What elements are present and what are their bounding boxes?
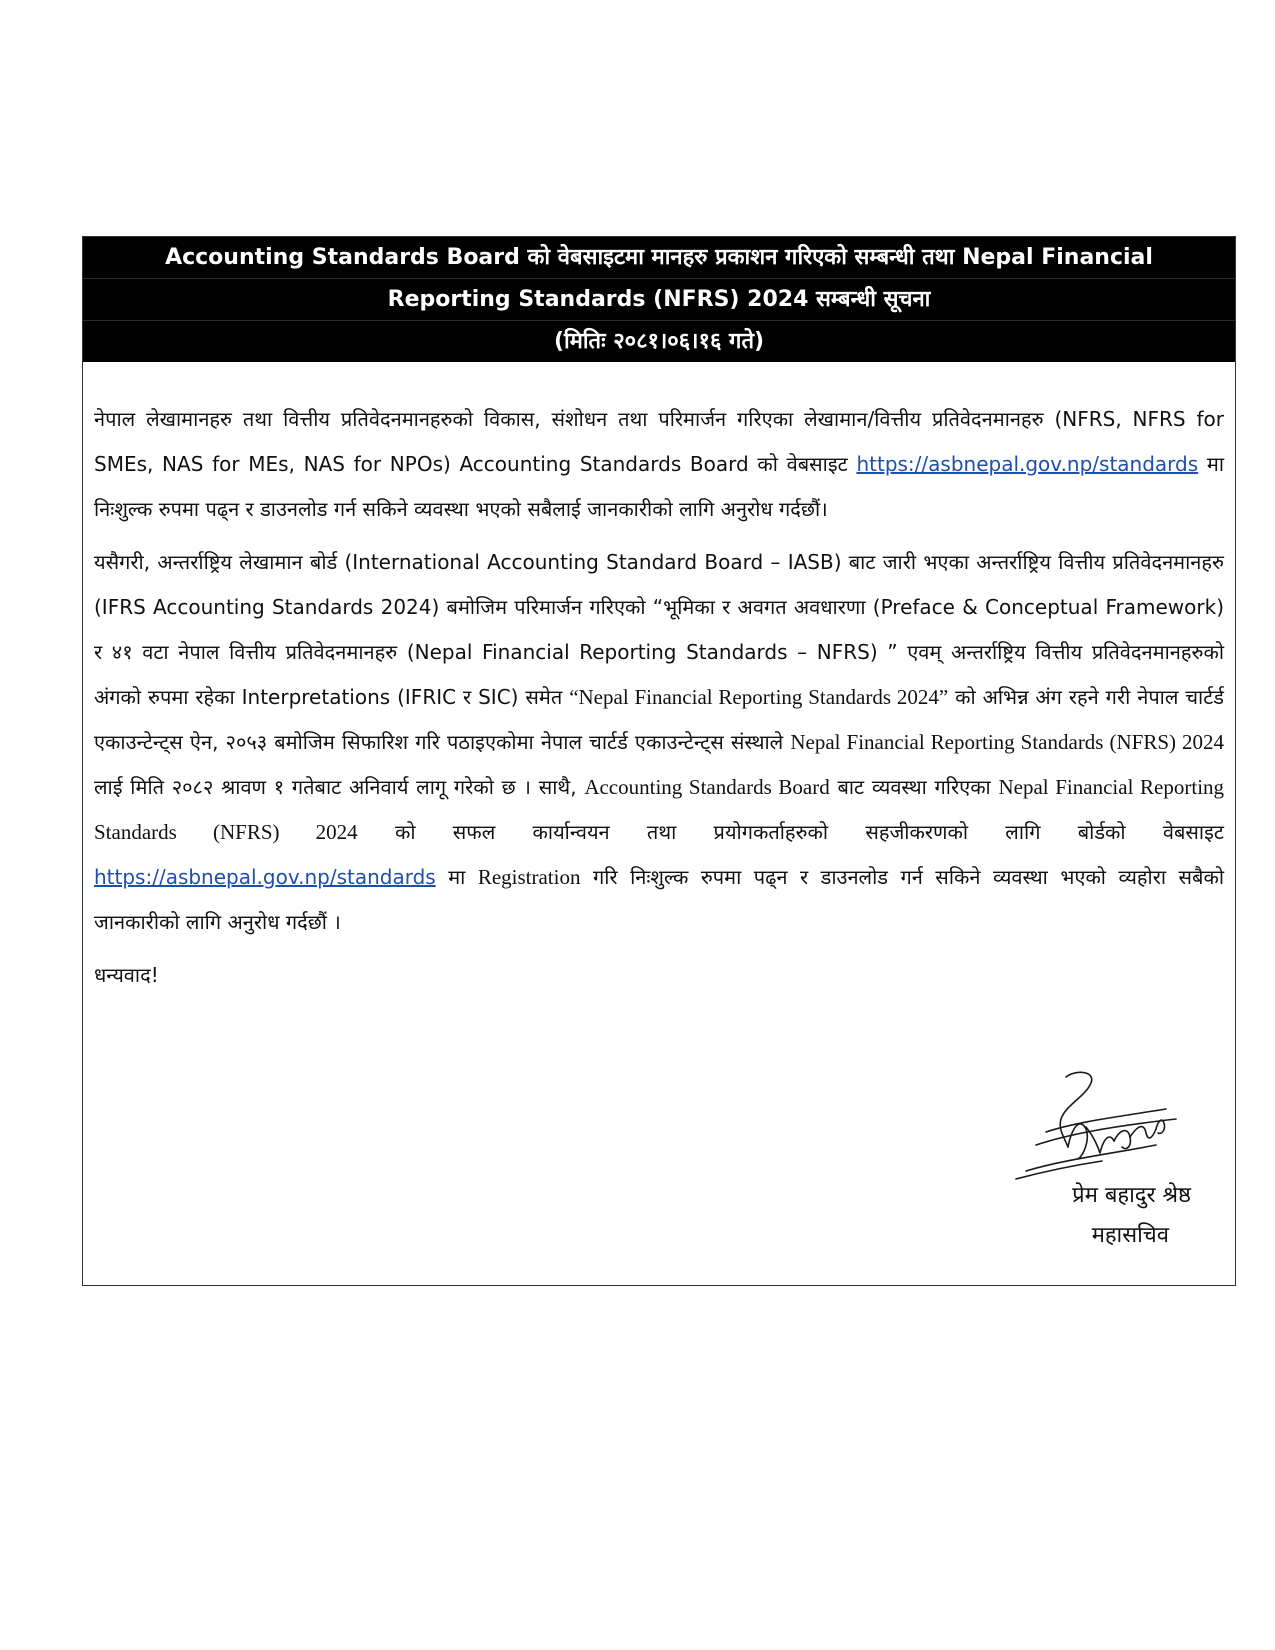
paragraph-2-text-e: लाई मिति २०८२ श्रावण १ गतेबाट अनिवार्य लागू गरेको छ । साथै, — [94, 775, 577, 799]
signatory-title: महासचिव — [1091, 1223, 1169, 1248]
paragraph-2-text-a: यसैगरी, अन्तर्राष्ट्रिय लेखामान बोर्ड (International Accounting Standard Board – IASB) बाट जारी भएका अन्तर्राष्ट्रिय वित्तीय प्रतिवेदनमानहरु (IFRS Accounting Standards 2024) बमोजिम परिमार्जन गरिएको “भूमिका र अवगत अवधारणा (Preface & Conceptual Framework) र ४१ वटा नेपाल वित्तीय प्रतिवेदनमानहरु (Nepal Financial Reporting Standards – NFRS) ” एवम् अन्तर्राष्ट्रिय वित्तीय प्रतिवेदनमानहरुको अंगको रुपमा रहेका Interpretations (IFRIC र SIC) समेत — [94, 550, 1224, 709]
paragraph-2-text-k: Registration — [477, 865, 581, 889]
header-title-line1: Accounting Standards Board को वेबसाइटमा मानहरु प्रकाशन गरिएको सम्बन्धी तथा Nepal Financial — [83, 237, 1235, 279]
signature-image — [1006, 1067, 1191, 1187]
paragraph-2-text-i: को सफल कार्यान्वयन तथा प्रयोगकर्ताहरुको सहजीकरणको लागि बोर्डको वेबसाइट — [394, 820, 1224, 844]
closing-thanks: धन्यवाद! — [94, 963, 159, 987]
paragraph-2-text-h: Nepal Financial Reporting Standards (NFRS) 2024 — [94, 775, 1225, 844]
header-title-line2: Reporting Standards (NFRS) 2024 सम्बन्धी सूचना — [83, 279, 1235, 321]
paragraph-2-text-b: “Nepal Financial Reporting Standards 2024” — [569, 685, 949, 709]
paragraph-1-text-a: नेपाल लेखामानहरु तथा वित्तीय प्रतिवेदनमानहरुको विकास, संशोधन तथा परिमार्जन गरिएका लेखामान/वित्तीय प्रतिवेदनमानहरु (NFRS, NFRS for SMEs, NAS for MEs, NAS for NPOs) Accounting Standards Board को वेबसाइट — [94, 407, 1224, 476]
paragraph-2-text-l: गरि निःशुल्क रुपमा पढ्न र डाउनलोड गर्न सकिने व्यवस्था भएको व्यहोरा सबैको जानकारीको लागि अनुरोध गर्दछौं । — [94, 865, 1225, 934]
standards-link-2[interactable]: https://asbnepal.gov.np/standards — [94, 865, 436, 889]
paragraph-2 — [94, 540, 1224, 945]
notice-body — [94, 397, 1224, 998]
notice-header — [83, 237, 1235, 362]
paragraph-2-text-c: को अभिन्न अंग रहने गरी नेपाल चार्टर्ड एकाउन्टेन्ट्स ऐन, २०५३ बमोजिम सिफारिश गरि पठाइएकोमा नेपाल चार्टर्ड एकाउन्टेन्ट्स संस्थाले — [94, 685, 1225, 754]
signature-block — [1001, 1067, 1191, 1277]
paragraph-1 — [94, 397, 1224, 532]
paragraph-2-text-g: बाट व्यवस्था गरिएका — [837, 775, 991, 799]
paragraph-2-text-f: Accounting Standards Board — [584, 775, 830, 799]
signatory-name: प्रेम बहादुर श्रेष्ठ — [1072, 1183, 1191, 1208]
standards-link-1[interactable]: https://asbnepal.gov.np/standards — [856, 452, 1199, 476]
notice-box — [82, 236, 1236, 1286]
header-date: (मितिः २०८१।०६।१६ गते) — [553, 329, 765, 354]
paragraph-2-text-d: Nepal Financial Reporting Standards (NFRS) 2024 — [790, 730, 1225, 754]
paragraph-2-text-j: मा — [448, 865, 466, 889]
paragraph-1-text-b: मा निःशुल्क रुपमा पढ्न र डाउनलोड गर्न सकिने व्यवस्था भएको सबैलाई जानकारीको लागि अनुरोध गर्दछौं। — [94, 452, 1224, 521]
